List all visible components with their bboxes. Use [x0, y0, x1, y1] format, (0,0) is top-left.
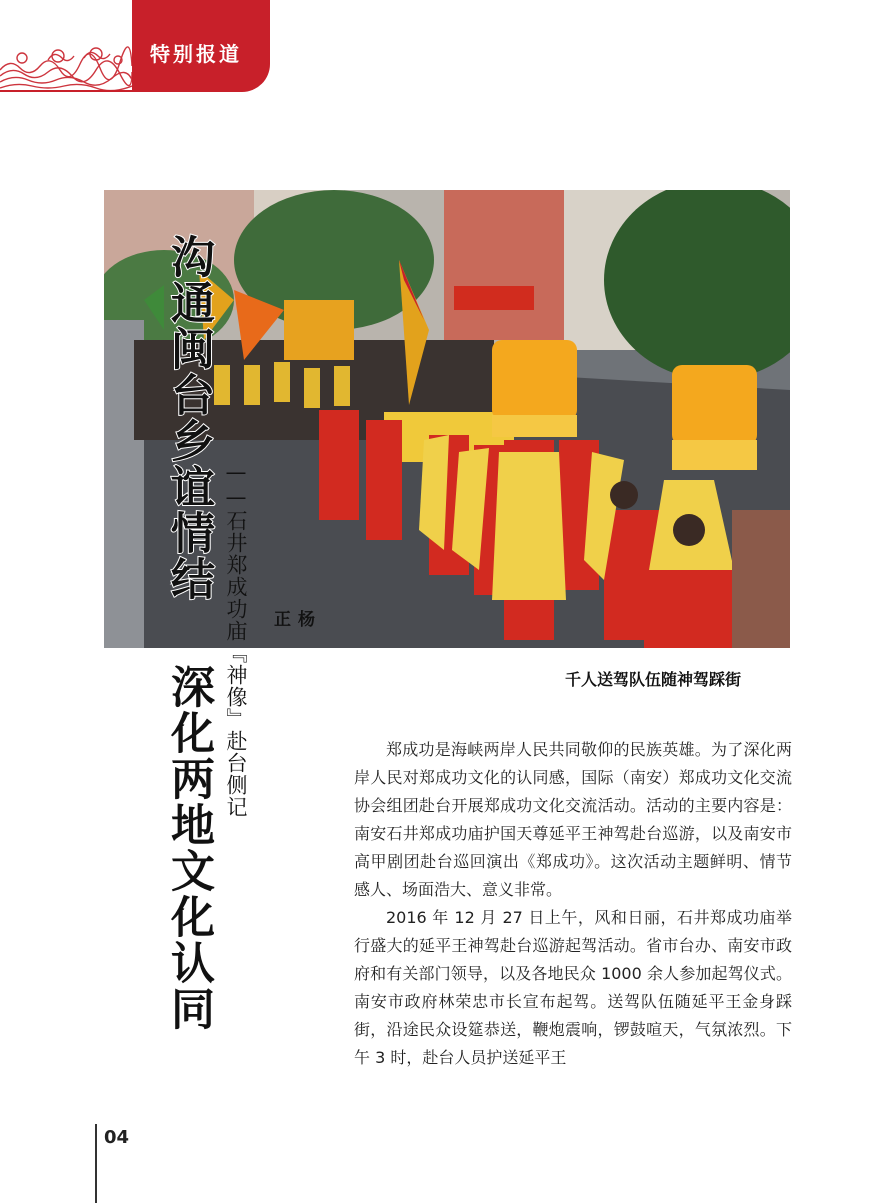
article-subtitle: ——石井郑成功庙『神像』赴台侧记: [224, 460, 248, 818]
header-rule: [0, 90, 132, 92]
article-body: [354, 736, 792, 1072]
section-tab: [132, 0, 270, 92]
body-paragraph: 郑成功是海峡两岸人民共同敬仰的民族英雄。为了深化两岸人民对郑成功文化的认同感，国际（南安）郑成功文化交流协会组团赴台开展郑成功文化交流活动。活动的主要内容是：南安石井郑成功庙护国天尊延平王神驾赴台巡游，以及南安市高甲剧团赴台巡回演出《郑成功》。这次活动主题鲜明、情节感人、场面浩大、意义非常。: [354, 740, 792, 899]
body-paragraph: 2016 年 12 月 27 日上午，风和日丽，石井郑成功庙举行盛大的延平王神驾赴台巡游起驾活动。省市台办、南安市政府和有关部门领导，以及各地民众 1000 余人参加起驾仪式。南安市政府林荣忠市长宣布起驾。送驾队伍随延平王金身踩街，沿途民众设筵恭送，鞭炮震响，锣鼓喧天，气氛浓烈。下午 3 时，赴台人员护送延平王: [354, 908, 792, 1067]
footer-rule: [95, 1124, 97, 1203]
section-label: 特别报道: [150, 42, 242, 66]
page-number: 04: [104, 1127, 130, 1148]
author-char-2: 正: [270, 610, 290, 627]
header-wave-decoration: [0, 40, 132, 92]
photo-caption: 千人送驾队伍随神驾踩街: [565, 670, 742, 689]
article-title-line2: 深化两地文化认同: [163, 664, 214, 1032]
article-title-line1: 沟通闽台乡谊情结: [163, 234, 214, 602]
author-name: [268, 610, 316, 630]
author-char-1: 杨: [294, 610, 314, 627]
